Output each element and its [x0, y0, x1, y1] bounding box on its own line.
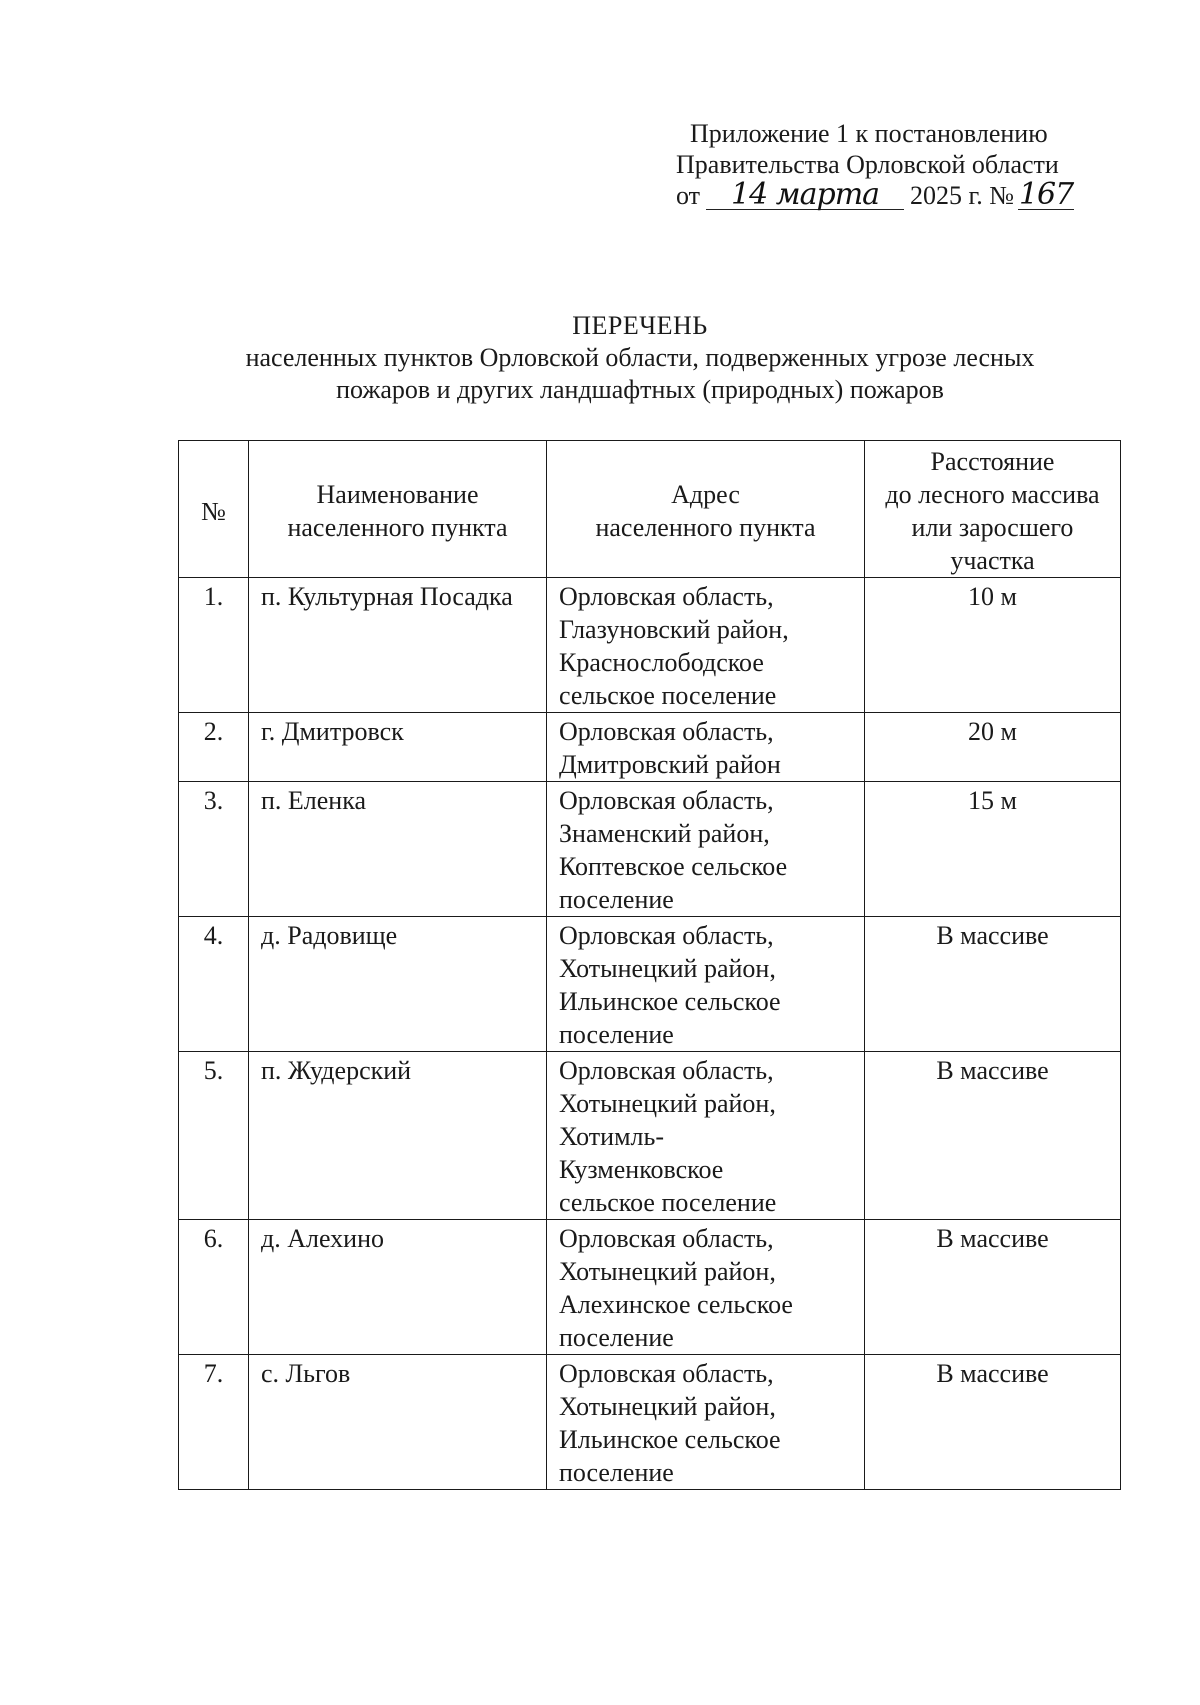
row-number: 3.	[179, 782, 249, 917]
forest-distance: 15 м	[865, 782, 1121, 917]
settlement-name: с. Льгов	[249, 1355, 547, 1490]
forest-distance: В массиве	[865, 1355, 1121, 1490]
forest-distance: В массиве	[865, 917, 1121, 1052]
address-line: Краснослободское	[559, 648, 764, 677]
appendix-line-2: Правительства Орловской области	[676, 150, 1059, 179]
title-line-2: пожаров и других ландшафтных (природных) пожаров	[336, 375, 944, 404]
address-line: поселение	[559, 885, 674, 914]
appendix-line-1: Приложение 1 к постановлению	[690, 119, 1048, 148]
header-address-line: Адрес	[671, 480, 740, 509]
header-distance	[865, 441, 1121, 578]
address-line: Коптевское сельское	[559, 852, 788, 881]
address-line: Хотынецкий район,	[559, 954, 776, 983]
header-name-line: Наименование	[316, 480, 479, 509]
date-prefix: от	[676, 181, 701, 210]
header-address	[547, 441, 865, 578]
settlement-address	[547, 713, 865, 782]
address-line: Орловская область,	[559, 1056, 774, 1085]
table-header-row	[179, 441, 1121, 578]
settlement-name: п. Жудерский	[249, 1052, 547, 1220]
settlement-address	[547, 1052, 865, 1220]
row-number: 1.	[179, 578, 249, 713]
address-line: Дмитровский район	[559, 750, 781, 779]
handwritten-number: 167	[1018, 177, 1074, 212]
header-distance-line: Расстояние	[930, 447, 1055, 476]
table-row	[179, 782, 1121, 917]
forest-distance: 20 м	[865, 713, 1121, 782]
header-name-line: населенного пункта	[287, 513, 508, 542]
table-row	[179, 1355, 1121, 1490]
address-line: поселение	[559, 1458, 674, 1487]
settlement-name: д. Радовище	[249, 917, 547, 1052]
settlement-address	[547, 1355, 865, 1490]
forest-distance: В массиве	[865, 1220, 1121, 1355]
header-distance-line: или заросшего	[911, 513, 1074, 542]
address-line: Кузменковское	[559, 1155, 724, 1184]
address-line: Алехинское сельское	[559, 1290, 793, 1319]
appendix-date-line	[676, 177, 1096, 214]
header-address-line: населенного пункта	[595, 513, 816, 542]
address-line: Орловская область,	[559, 1359, 774, 1388]
address-line: поселение	[559, 1323, 674, 1352]
address-line: Ильинское сельское	[559, 987, 781, 1016]
address-line: Орловская область,	[559, 921, 774, 950]
appendix-header	[676, 118, 1096, 214]
row-number: 6.	[179, 1220, 249, 1355]
settlement-name: г. Дмитровск	[249, 713, 547, 782]
row-number: 7.	[179, 1355, 249, 1490]
address-line: Ильинское сельское	[559, 1425, 781, 1454]
settlement-name: д. Алехино	[249, 1220, 547, 1355]
address-line: Орловская область,	[559, 1224, 774, 1253]
address-line: Орловская область,	[559, 582, 774, 611]
forest-distance: В массиве	[865, 1052, 1121, 1220]
table-row	[179, 1220, 1121, 1355]
table-row	[179, 1052, 1121, 1220]
document-title	[160, 310, 1120, 406]
row-number: 5.	[179, 1052, 249, 1220]
header-distance-line: до лесного массива	[885, 480, 1100, 509]
row-number: 2.	[179, 713, 249, 782]
address-line: поселение	[559, 1020, 674, 1049]
address-line: сельское поселение	[559, 681, 777, 710]
year-number-label: 2025 г. №	[910, 181, 1015, 210]
table-row	[179, 713, 1121, 782]
table-body	[179, 578, 1121, 1490]
title-heading: ПЕРЕЧЕНЬ	[572, 311, 708, 340]
table-row	[179, 578, 1121, 713]
header-number: №	[179, 441, 249, 578]
settlement-name: п. Еленка	[249, 782, 547, 917]
address-line: Глазуновский район,	[559, 615, 789, 644]
settlement-address	[547, 1220, 865, 1355]
settlements-table	[178, 440, 1121, 1490]
address-line: Хотимль-	[559, 1122, 665, 1151]
header-distance-line: участка	[950, 546, 1035, 575]
address-line: Орловская область,	[559, 717, 774, 746]
settlement-address	[547, 917, 865, 1052]
row-number: 4.	[179, 917, 249, 1052]
address-line: сельское поселение	[559, 1188, 777, 1217]
table-row	[179, 917, 1121, 1052]
header-name	[249, 441, 547, 578]
settlement-address	[547, 578, 865, 713]
handwritten-date: 14 марта	[706, 181, 904, 210]
address-line: Хотынецкий район,	[559, 1089, 776, 1118]
settlement-address	[547, 782, 865, 917]
title-line-1: населенных пунктов Орловской области, подверженных угрозе лесных	[245, 343, 1035, 372]
address-line: Хотынецкий район,	[559, 1392, 776, 1421]
address-line: Орловская область,	[559, 786, 774, 815]
address-line: Знаменский район,	[559, 819, 770, 848]
forest-distance: 10 м	[865, 578, 1121, 713]
address-line: Хотынецкий район,	[559, 1257, 776, 1286]
settlement-name: п. Культурная Посадка	[249, 578, 547, 713]
